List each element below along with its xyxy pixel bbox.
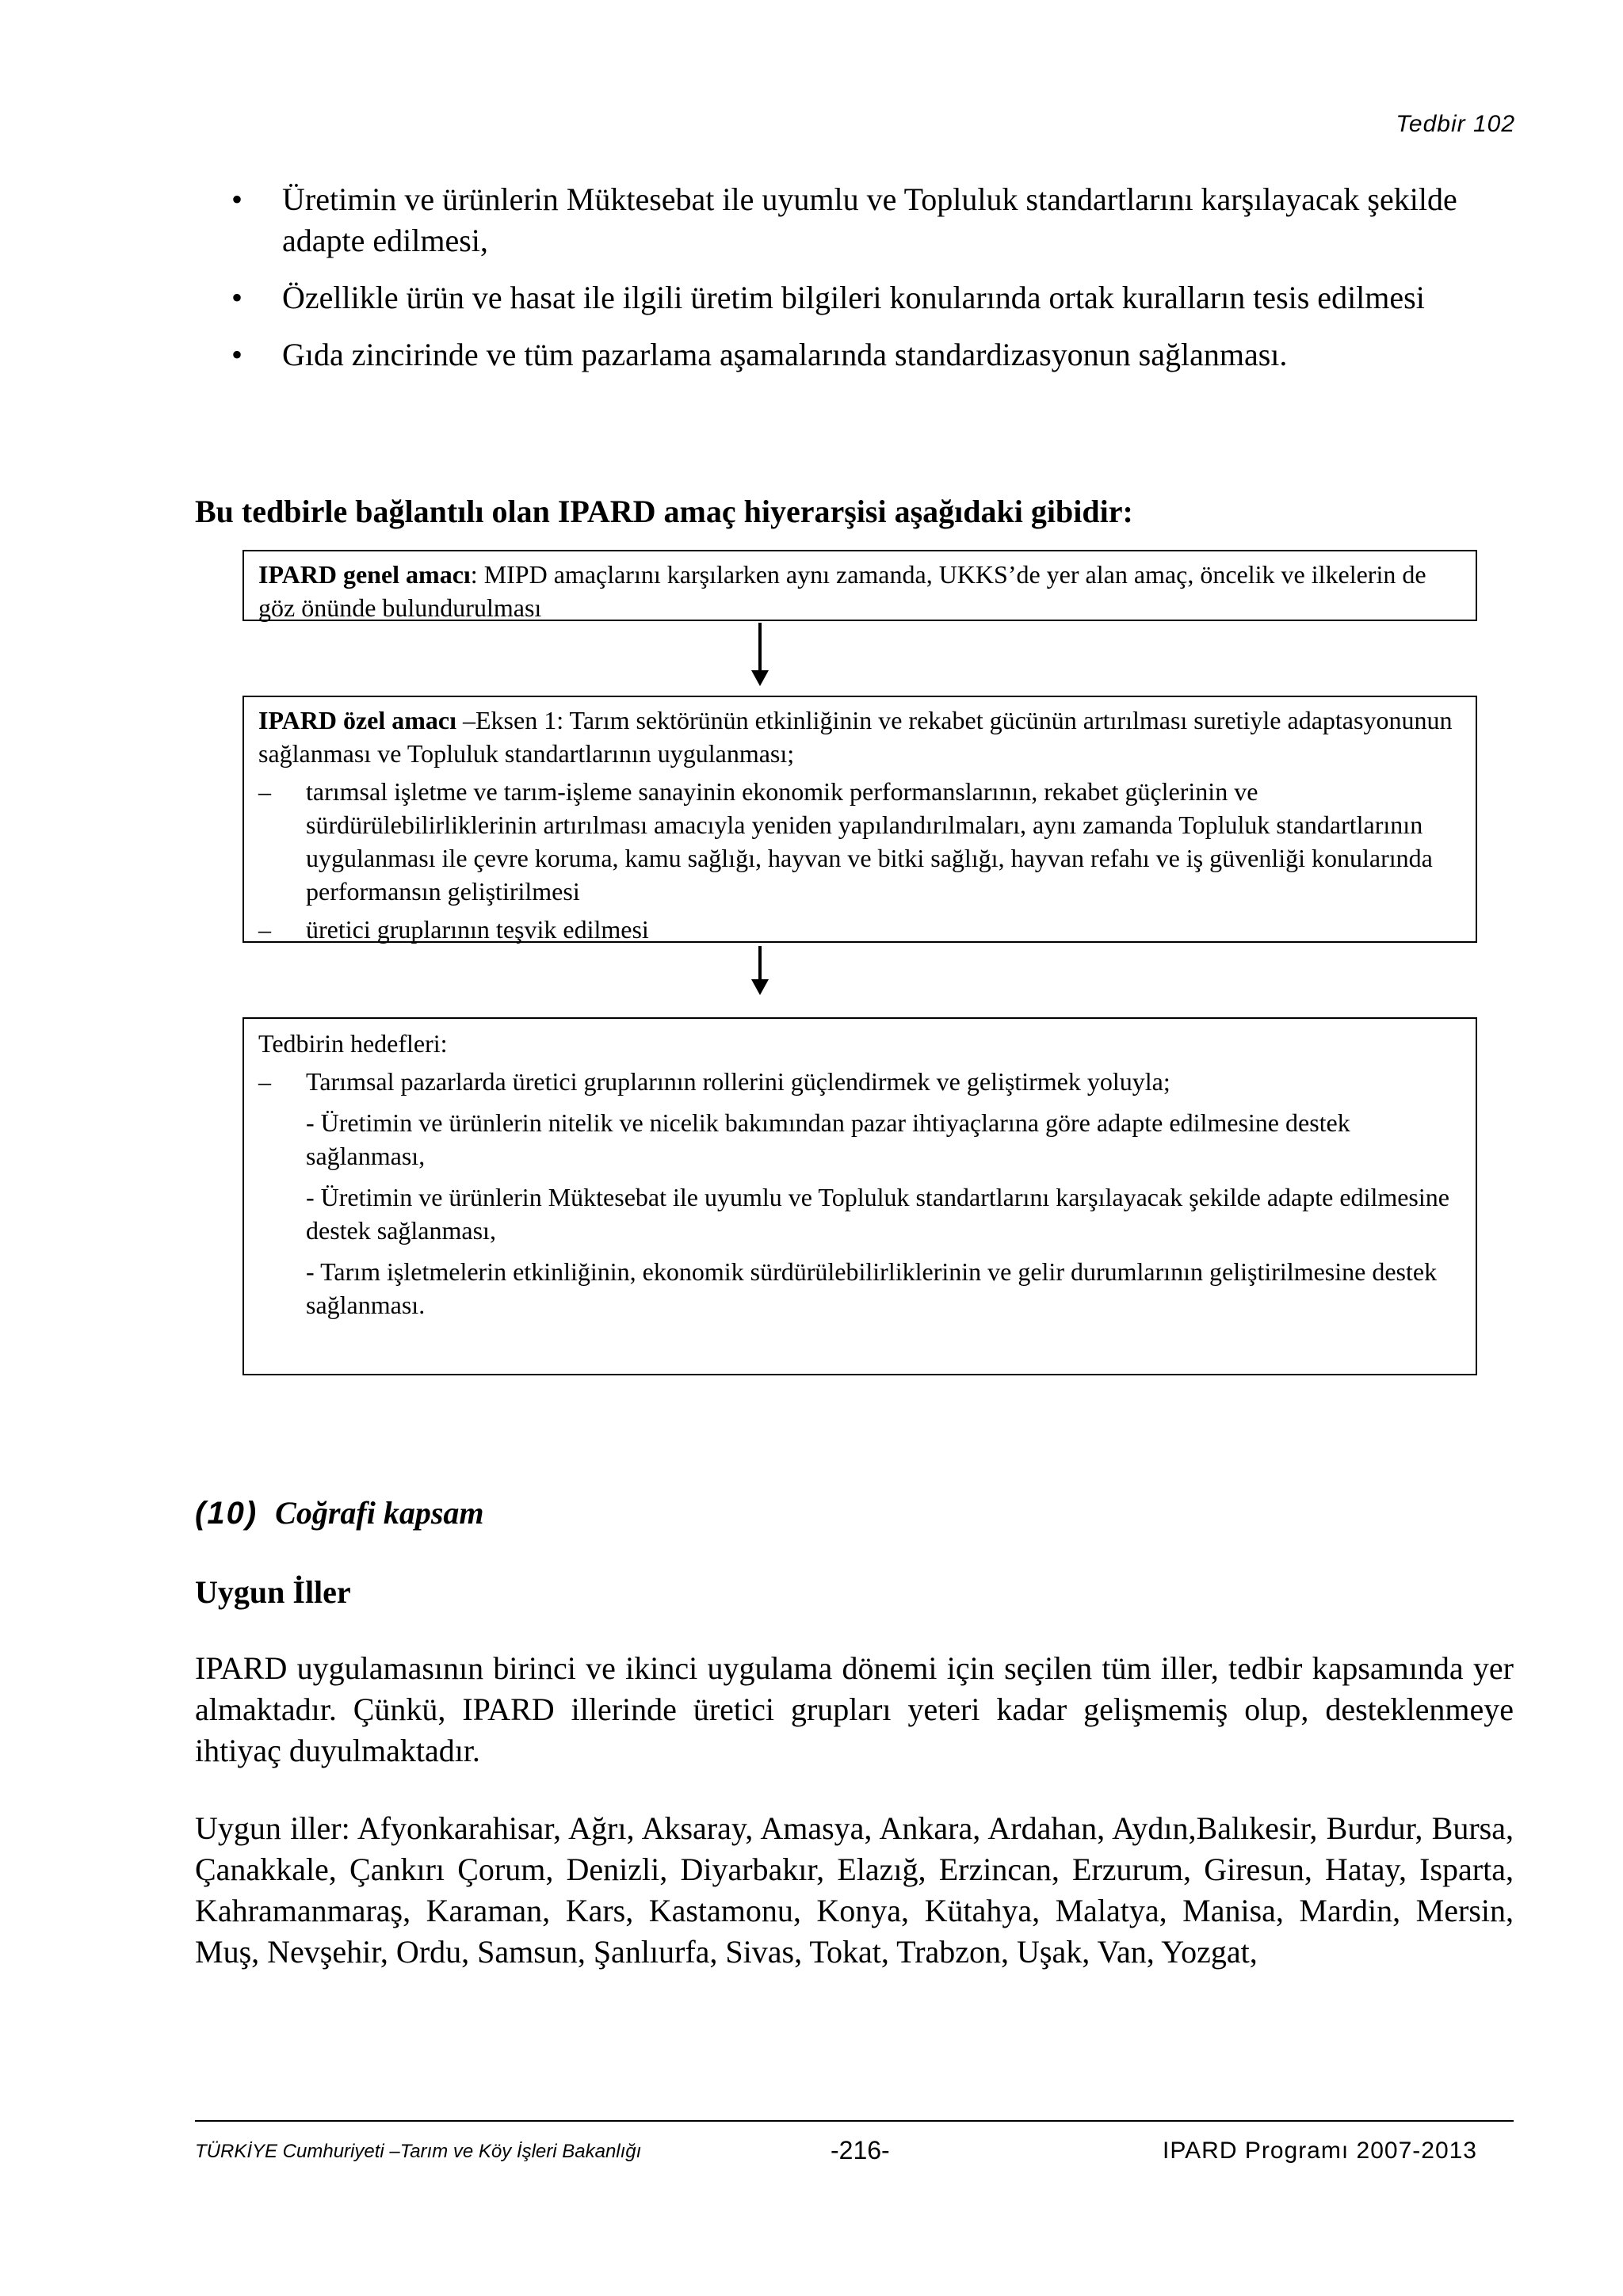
page-number: -216-: [831, 2136, 890, 2164]
objectives-title: Tedbirin hedefleri:: [258, 1029, 448, 1058]
sub-list-item: - Üretimin ve ürünlerin Müktesebat ile uyumlu ve Topluluk standartlarını karşılayacak şekilde adapte edilmesine destek sağlanması,: [306, 1183, 1449, 1245]
bullet-item: • Özellikle ürün ve hasat ile ilgili üretim bilgileri konularında ortak kuralların tesis edilmesi: [198, 277, 1514, 318]
eligible-provinces-heading: Uygun İller: [195, 1574, 351, 1610]
bullet-icon: •: [231, 337, 243, 372]
footer-divider: [195, 2120, 1514, 2122]
bullet-list: [198, 179, 1514, 391]
list-item: – Tarımsal pazarlarda üretici gruplarının rollerini güçlendirmek ve geliştirmek yoluyla;: [258, 1065, 1461, 1098]
running-header: Tedbir 102: [1396, 111, 1515, 137]
sub-list-item: - Tarım işletmelerin etkinliğinin, ekonomik sürdürülebilirliklerinin ve gelir durumlarının geliştirilmesine destek sağlanması.: [306, 1257, 1438, 1319]
bullet-item: • Gıda zincirinde ve tüm pazarlama aşamalarında standardizasyonun sağlanması.: [198, 334, 1514, 376]
eligibility-paragraph: IPARD uygulamasının birinci ve ikinci uygulama dönemi için seçilen tüm iller, tedbir kapsamında yer almaktadır. Çünkü, IPARD illerinde üretici grupları yeteri kadar gelişmemiş olup, desteklenmeye ihtiyaç duyulmaktadır.: [195, 1650, 1514, 1768]
bullet-icon: •: [231, 280, 243, 315]
bullet-icon: •: [231, 181, 243, 217]
list-item: – üretici gruplarının teşvik edilmesi: [258, 913, 1461, 946]
general-objective-label: IPARD genel amacı: [258, 560, 471, 589]
measure-objectives-box: [242, 1017, 1477, 1375]
specific-objective-text: –Eksen 1: Tarım sektörünün etkinliğinin ve rekabet gücünün artırılması suretiyle adaptasyonunun sağlanması ve Topluluk standartlarının uygulanması;: [258, 706, 1453, 768]
specific-objective-box: [242, 696, 1477, 943]
dash-icon: –: [258, 915, 271, 944]
specific-objective-label: IPARD özel amacı: [258, 706, 456, 734]
list-item: – tarımsal işletme ve tarım-işleme sanayinin ekonomik performanslarının, rekabet güçlerinin ve sürdürülebilirliklerinin artırılması amacıyla yeniden yapılandırılmaları, aynı zamanda Topluluk standartlarının uygulanması ile çevre koruma, kamu sağlığı, hayvan ve bitki sağlığı, hayvan refahı ve iş güvenliği konularında performansın geliştirilmesi: [258, 775, 1461, 908]
footer-program: IPARD Programı 2007-2013: [1163, 2138, 1477, 2164]
provinces-paragraph: Uygun iller: Afyonkarahisar, Ağrı, Aksaray, Amasya, Ankara, Ardahan, Aydın,Balıkesir, Burdur, Bursa, Çanakkale, Çankırı Çorum, Denizli, Diyarbakır, Elazığ, Erzincan, Erzurum, Giresun, Hatay, Isparta, Kahramanmaraş, Karaman, Kars, Kastamonu, Konya, Kütahya, Malatya, Manisa, Mardin, Mersin, Muş, Nevşehir, Ordu, Samsun, Şanlıurfa, Sivas, Tokat, Trabzon, Uşak, Van, Yozgat,: [195, 1810, 1514, 1970]
general-objective-box: [242, 550, 1477, 621]
geographic-scope-heading: [195, 1494, 484, 1531]
footer-ministry: TÜRKİYE Cumhuriyeti –Tarım ve Köy İşleri Bakanlığı: [195, 2141, 642, 2162]
hierarchy-heading: Bu tedbirle bağlantılı olan IPARD amaç hiyerarşisi aşağıdaki gibidir:: [195, 494, 1133, 529]
sub-list-item: - Üretimin ve ürünlerin nitelik ve nicelik bakımından pazar ihtiyaçlarına göre adapte edilmesine destek sağlanması,: [306, 1108, 1350, 1170]
general-objective-text: : MIPD amaçlarını karşılarken aynı zamanda, UKKS’de yer alan amaç, öncelik ve ilkelerin de göz önünde bulundurulması: [258, 560, 1426, 622]
section-number: (10): [195, 1496, 258, 1531]
bullet-item: • Üretimin ve ürünlerin Müktesebat ile uyumlu ve Topluluk standartlarını karşılayacak şekilde adapte edilmesi,: [198, 179, 1514, 261]
dash-icon: –: [258, 1067, 271, 1096]
section-title: Coğrafi kapsam: [275, 1495, 484, 1531]
dash-icon: –: [258, 777, 271, 806]
